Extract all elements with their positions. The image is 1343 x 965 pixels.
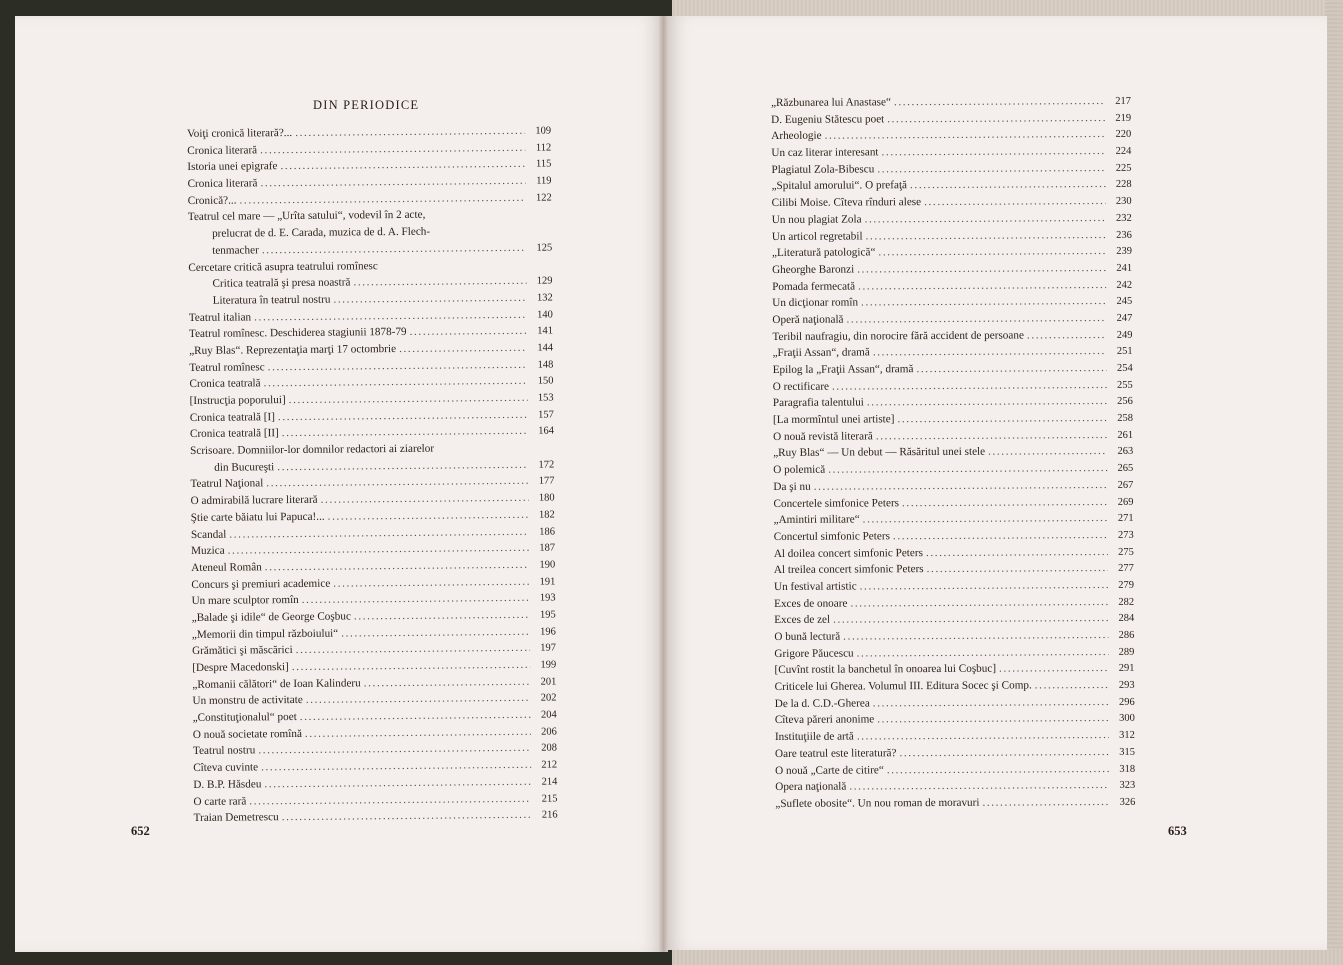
toc-entry-page: 273 (1117, 529, 1134, 541)
toc-entry-page: 172 (538, 459, 555, 471)
toc-entry-title: Cronica teatrală [I] (189, 410, 275, 424)
toc-entry-title: Criticele lui Gherea. Volumul III. Editura Socec şi Comp. (774, 679, 1032, 694)
toc-entry-title: Cîteva cuvinte (193, 761, 259, 775)
toc-entry-title: Un dicţionar romîn (772, 296, 859, 310)
toc-entry-title: Voiţi cronică literară?... (187, 126, 293, 140)
toc-leader-dots (846, 310, 1106, 328)
toc-entry-page: 286 (1118, 629, 1135, 641)
toc-entry-page: 199 (540, 659, 557, 671)
toc-entry-page: 239 (1116, 245, 1132, 258)
toc-entry-page: 284 (1118, 613, 1135, 625)
toc-entry-page: 255 (1116, 379, 1133, 391)
toc-entry-page: 177 (538, 475, 555, 488)
toc-entry-page: 293 (1118, 679, 1135, 691)
toc-entry-title: Un caz literar interesant (771, 146, 879, 160)
toc-leader-dots (321, 490, 529, 509)
toc-entry-page: 225 (1115, 162, 1132, 174)
toc-entry-title: Concertul simfonic Peters (773, 530, 890, 543)
toc-entry-page: 115 (535, 158, 552, 171)
toc-entry-page: 289 (1118, 646, 1135, 658)
toc-entry-page: 217 (1115, 95, 1132, 107)
toc-entry-title: Cronica teatrală [II] (189, 427, 279, 441)
toc-entry-page: 275 (1118, 546, 1134, 558)
toc-leader-dots (341, 623, 530, 642)
toc-leader-dots (333, 290, 526, 309)
toc-leader-dots (850, 594, 1108, 612)
toc-entry-title: D. Eugeniu Stătescu poet (771, 112, 885, 126)
toc-entry-page: 186 (539, 525, 555, 538)
toc-entry-page: 258 (1117, 412, 1134, 424)
toc-entry-title: Cîteva păreri anonime (774, 713, 875, 727)
toc-entry-title: „Literatură patologică“ (771, 246, 876, 260)
toc-entry-page: 263 (1117, 446, 1134, 458)
toc-leader-dots (878, 243, 1106, 261)
toc-entry-title: Opera naţională (775, 780, 847, 794)
toc-entry-page: 191 (539, 576, 556, 588)
toc-leader-dots (861, 293, 1106, 311)
toc-entry-title: Exces de onoare (774, 597, 848, 610)
toc-entry-title: Teribil naufragiu, din norocire fără accident de persoane (772, 329, 1024, 343)
toc-leader-dots (897, 410, 1107, 428)
toc-leader-dots (899, 744, 1109, 762)
toc-entry-title: O nouă societate romînă (192, 727, 302, 741)
toc-entry-title: Al doilea concert simfonic Peters (773, 546, 923, 560)
toc-entry-page: 224 (1115, 145, 1132, 157)
toc-entry-page: 182 (538, 509, 555, 521)
toc-entry-page: 187 (539, 542, 556, 554)
toc-entry-title: „Spitalul amorului“. O prefaţă (771, 179, 908, 193)
book-cover-edge (1325, 0, 1343, 965)
toc-entry (775, 794, 1135, 813)
toc-leader-dots (832, 377, 1107, 395)
toc-entry-page: 279 (1118, 579, 1135, 591)
toc-entry-page: 141 (537, 325, 554, 337)
toc-leader-dots (876, 427, 1107, 445)
toc-entry-title: Teatrul romînesc (189, 360, 265, 374)
toc-entry-page: 157 (537, 409, 554, 421)
toc-entry-title: Teatrul Naţional (190, 477, 264, 491)
toc-entry-title: O polemică (773, 463, 826, 477)
toc-leader-dots (867, 393, 1107, 411)
toc-entry-title: Un festival artistic (773, 580, 857, 593)
toc-entry-page: 326 (1119, 796, 1136, 808)
toc-entry-title: [La mormîntul unei artiste] (772, 413, 895, 427)
toc-entry-page: 291 (1118, 663, 1135, 675)
toc-entry-title: O bună lectură (774, 630, 841, 643)
toc-entry-title: Teatrul romînesc. Deschiderea stagiunii 1878-79 (188, 326, 407, 341)
toc-leader-dots (239, 190, 525, 209)
toc-entry-page: 148 (537, 359, 554, 371)
toc-leader-dots (328, 507, 529, 526)
toc-entry-title: Un articol regretabil (771, 229, 863, 243)
toc-leader-dots (887, 110, 1105, 128)
toc-entry-page: 261 (1117, 429, 1134, 441)
toc-entry-page: 318 (1119, 763, 1136, 775)
toc-entry-title: Cronica teatrală (189, 377, 261, 391)
toc-leader-dots (988, 443, 1107, 460)
toc-leader-dots (873, 694, 1109, 712)
toc-entry-title: O rectificare (772, 380, 830, 393)
toc-entry-page: 219 (1115, 112, 1132, 124)
toc-left-column (187, 123, 558, 827)
toc-entry-page: 249 (1116, 329, 1133, 341)
toc-entry-title: Teatrul italian (188, 310, 252, 324)
toc-entry-page: 269 (1117, 496, 1134, 508)
toc-leader-dots (887, 760, 1109, 778)
toc-entry-title: Al treilea concert simfonic Peters (773, 563, 924, 577)
toc-entry-title: „Constituţionalul“ poet (192, 711, 297, 725)
toc-entry-page: 122 (535, 192, 552, 204)
toc-leader-dots (866, 226, 1106, 244)
toc-entry-title: Epilog la „Fraţii Assan“, dramă (772, 363, 914, 376)
toc-entry-page: 247 (1116, 312, 1133, 324)
toc-entry-page: 197 (540, 642, 557, 654)
toc-entry-title: Traian Demetrescu (193, 811, 279, 825)
book-cover-bottom (672, 948, 1343, 965)
toc-entry-title: Scrisoare. Domniilor-lor domnilor redactori ai ziarelor (190, 442, 435, 458)
toc-entry (188, 189, 552, 209)
toc-entry-title: Teatrul cel mare — „Urîta satului“, vodevil în 2 acte, (187, 209, 426, 224)
toc-entry-title: O carte rară (193, 794, 247, 808)
toc-entry-page: 125 (536, 242, 553, 254)
toc-entry-title: Paragrafia talentului (772, 396, 864, 410)
toc-leader-dots (863, 510, 1108, 528)
toc-entry-title: O nouă „Carte de citire“ (775, 763, 884, 777)
toc-leader-dots (262, 240, 527, 259)
toc-leader-dots (828, 460, 1107, 478)
toc-entry-title: O admirabilă lucrare literară (190, 493, 318, 508)
section-heading: DIN PERIODICE (313, 98, 420, 112)
toc-leader-dots (865, 210, 1106, 228)
toc-entry-title: „Romanii călători“ de Ioan Kalinderu (192, 677, 361, 691)
toc-entry-page: 201 (540, 676, 557, 688)
toc-entry-title: Concurs şi premiuri academice (191, 577, 331, 591)
toc-entry-title: Un monstru de activitate (192, 694, 303, 708)
toc-entry-page: 140 (537, 309, 553, 321)
toc-entry-page: 132 (536, 292, 553, 304)
toc-leader-dots (1027, 327, 1107, 344)
toc-leader-dots (881, 143, 1105, 161)
toc-entry-title: [Instrucţia poporului] (189, 394, 286, 407)
toc-entry-title: D. B.P. Hăsdeu (193, 778, 262, 791)
toc-entry-title: tenmacher (212, 244, 259, 257)
toc-entry-page: 119 (536, 175, 552, 187)
toc-entry-page: 271 (1117, 512, 1134, 525)
toc-entry-page: 245 (1116, 296, 1133, 308)
toc-entry-page: 265 (1117, 462, 1134, 475)
toc-entry-title: „Răzbunarea lui Anastase“ (771, 96, 891, 109)
toc-leader-dots (877, 710, 1109, 728)
toc-leader-dots (999, 660, 1109, 677)
toc-entry-title: „Suflete obosite“. Un nou roman de moravuri (775, 796, 980, 810)
toc-leader-dots (857, 260, 1106, 278)
toc-entry-title: Cronica literară (187, 177, 258, 191)
toc-entry-title: Literatura în teatrul nostru (212, 293, 331, 307)
toc-entry-page: 228 (1115, 179, 1132, 191)
toc-entry-page: 267 (1117, 479, 1134, 491)
toc-leader-dots (849, 777, 1109, 795)
toc-entry-page: 230 (1115, 195, 1132, 208)
toc-leader-dots (333, 573, 529, 592)
toc-leader-dots (877, 160, 1105, 178)
toc-entry-title: Un nou plagiat Zola (771, 213, 862, 226)
toc-leader-dots (893, 527, 1108, 545)
toc-entry-title: „Fraţii Assan“, dramă (772, 346, 870, 360)
toc-entry-page: 315 (1119, 746, 1136, 758)
toc-entry-title: „Ruy Blas“ — Un debut — Răsăritul unei stele (773, 446, 986, 460)
toc-entry-title: Cronică?... (187, 194, 237, 207)
toc-entry-page: 254 (1116, 362, 1133, 374)
toc-entry-title: Un mare sculptor romîn (191, 594, 299, 608)
toc-leader-dots (410, 323, 528, 341)
toc-entry-title: Concertele simfonice Peters (773, 496, 900, 510)
toc-entry-title: Cilibi Moise. Cîteva rînduri alese (771, 196, 922, 210)
toc-entry-page: 256 (1117, 396, 1133, 408)
toc-entry (188, 239, 552, 259)
toc-leader-dots (825, 126, 1106, 144)
book-gutter (659, 16, 668, 952)
toc-entry-page: 212 (541, 759, 558, 771)
toc-entry-title: Grămătici şi măscărici (191, 644, 293, 658)
page-number-right: 653 (1168, 824, 1187, 838)
toc-entry (194, 807, 558, 827)
toc-entry-title: Arheologie (771, 130, 822, 143)
toc-entry-title: Teatrul nostru (192, 744, 256, 758)
toc-entry-title: [Despre Macedonski] (192, 661, 289, 674)
toc-entry-page: 232 (1115, 212, 1132, 224)
toc-entry-page: 206 (541, 726, 557, 738)
toc-entry (190, 423, 554, 443)
toc-leader-dots (857, 644, 1109, 662)
toc-entry-page: 144 (537, 342, 554, 354)
toc-entry-title: O nouă revistă literară (773, 430, 873, 443)
toc-entry-title: Critica teatrală şi presa noastră (212, 276, 351, 290)
toc-leader-dots (857, 727, 1109, 745)
toc-entry-title: Cercetare critică asupra teatrului romînesc (188, 259, 378, 274)
toc-entry-title: „Ruy Blas“. Reprezentaţia marţi 17 octombrie (189, 342, 397, 357)
toc-leader-dots (282, 807, 532, 826)
toc-entry-title: Exces de zel (774, 613, 831, 627)
toc-entry-page: 236 (1116, 229, 1132, 241)
toc-leader-dots (843, 627, 1108, 645)
toc-leader-dots (860, 577, 1108, 595)
toc-entry-page: 300 (1119, 713, 1135, 725)
toc-entry-page: 180 (538, 492, 555, 504)
toc-entry-title: prelucrat de d. E. Carada, muzica de d. A. Flech- (211, 225, 431, 240)
toc-entry-title: Muzica (191, 544, 225, 558)
toc-entry-page: 109 (535, 125, 552, 137)
toc-entry-title: Da şi nu (773, 480, 811, 493)
toc-entry-title: Oare teatrul este literatură? (774, 747, 897, 760)
toc-leader-dots (353, 273, 526, 291)
toc-entry-title: Pomada fermecată (772, 280, 856, 293)
toc-entry-page: 220 (1115, 129, 1132, 141)
toc-leader-dots (902, 493, 1108, 511)
toc-entry-page: 196 (540, 626, 556, 638)
toc-leader-dots (916, 360, 1106, 378)
toc-entry-title: De la d. C.D.-Gherea (774, 697, 870, 710)
toc-entry-page: 214 (541, 776, 558, 788)
toc-entry-page: 112 (535, 142, 552, 154)
toc-leader-dots (354, 607, 530, 625)
toc-entry-title: Operă naţională (772, 313, 844, 326)
toc-entry-page: 241 (1116, 262, 1133, 274)
toc-entry-title: Ştie carte băiatu lui Papuca!... (190, 510, 325, 524)
toc-entry-page: 129 (536, 275, 553, 287)
toc-leader-dots (858, 277, 1106, 295)
toc-leader-dots (924, 193, 1106, 211)
toc-leader-dots (873, 343, 1107, 361)
toc-entry-title: Cronica literară (187, 144, 258, 157)
toc-leader-dots (833, 610, 1108, 628)
toc-entry-page: 153 (537, 392, 554, 404)
toc-entry-title: „Balade şi idile“ de George Coşbuc (191, 610, 351, 624)
toc-entry-title: din Bucureşti (214, 460, 275, 474)
toc-entry-title: Gheorghe Baronzi (772, 263, 855, 276)
toc-entry-page: 296 (1118, 696, 1135, 708)
toc-entry-page: 164 (538, 425, 555, 438)
toc-entry-page: 216 (541, 809, 558, 821)
toc-entry-title: [Cuvînt rostit la banchetul în onoarea lui Coşbuc] (774, 663, 997, 677)
toc-leader-dots (399, 340, 527, 358)
toc-leader-dots (927, 560, 1108, 578)
toc-entry-page: 215 (541, 792, 558, 805)
toc-entry-page: 208 (541, 742, 558, 755)
toc-entry-page: 282 (1118, 596, 1135, 608)
toc-entry-title: Plagiatul Zola-Bibescu (771, 163, 875, 176)
toc-entry-page: 202 (540, 692, 557, 705)
toc-entry-page: 150 (537, 375, 554, 387)
toc-leader-dots (894, 93, 1105, 111)
toc-leader-dots (926, 544, 1108, 562)
toc-entry-title: „Amintiri militare“ (773, 513, 860, 527)
toc-right-column (771, 93, 1135, 813)
toc-leader-dots (1035, 677, 1109, 694)
toc-leader-dots (982, 794, 1109, 811)
page-number-left: 652 (131, 824, 150, 838)
toc-entry-page: 242 (1116, 279, 1133, 291)
toc-entry-title: Istoria unei epigrafe (187, 160, 278, 174)
toc-entry-page: 277 (1118, 563, 1134, 575)
toc-entry-title: Scandal (190, 528, 227, 541)
toc-entry-title: Grigore Păucescu (774, 647, 854, 660)
toc-entry-page: 312 (1119, 729, 1135, 742)
toc-leader-dots (910, 176, 1106, 194)
toc-entry-page: 195 (539, 609, 556, 621)
toc-entry-page: 251 (1116, 346, 1133, 358)
toc-entry-page: 323 (1119, 779, 1136, 792)
toc-entry-page: 204 (540, 709, 557, 721)
toc-entry-title: Instituţiile de artă (774, 730, 854, 744)
toc-entry-page: 193 (539, 592, 556, 604)
toc-entry-title: „Memorii din timpul războiului“ (191, 627, 339, 641)
toc-entry-title: Ateneul Român (191, 561, 262, 574)
toc-entry-page: 190 (539, 559, 556, 571)
toc-leader-dots (814, 477, 1108, 495)
toc-leader-dots (282, 423, 528, 442)
toc-leader-dots (364, 673, 531, 691)
